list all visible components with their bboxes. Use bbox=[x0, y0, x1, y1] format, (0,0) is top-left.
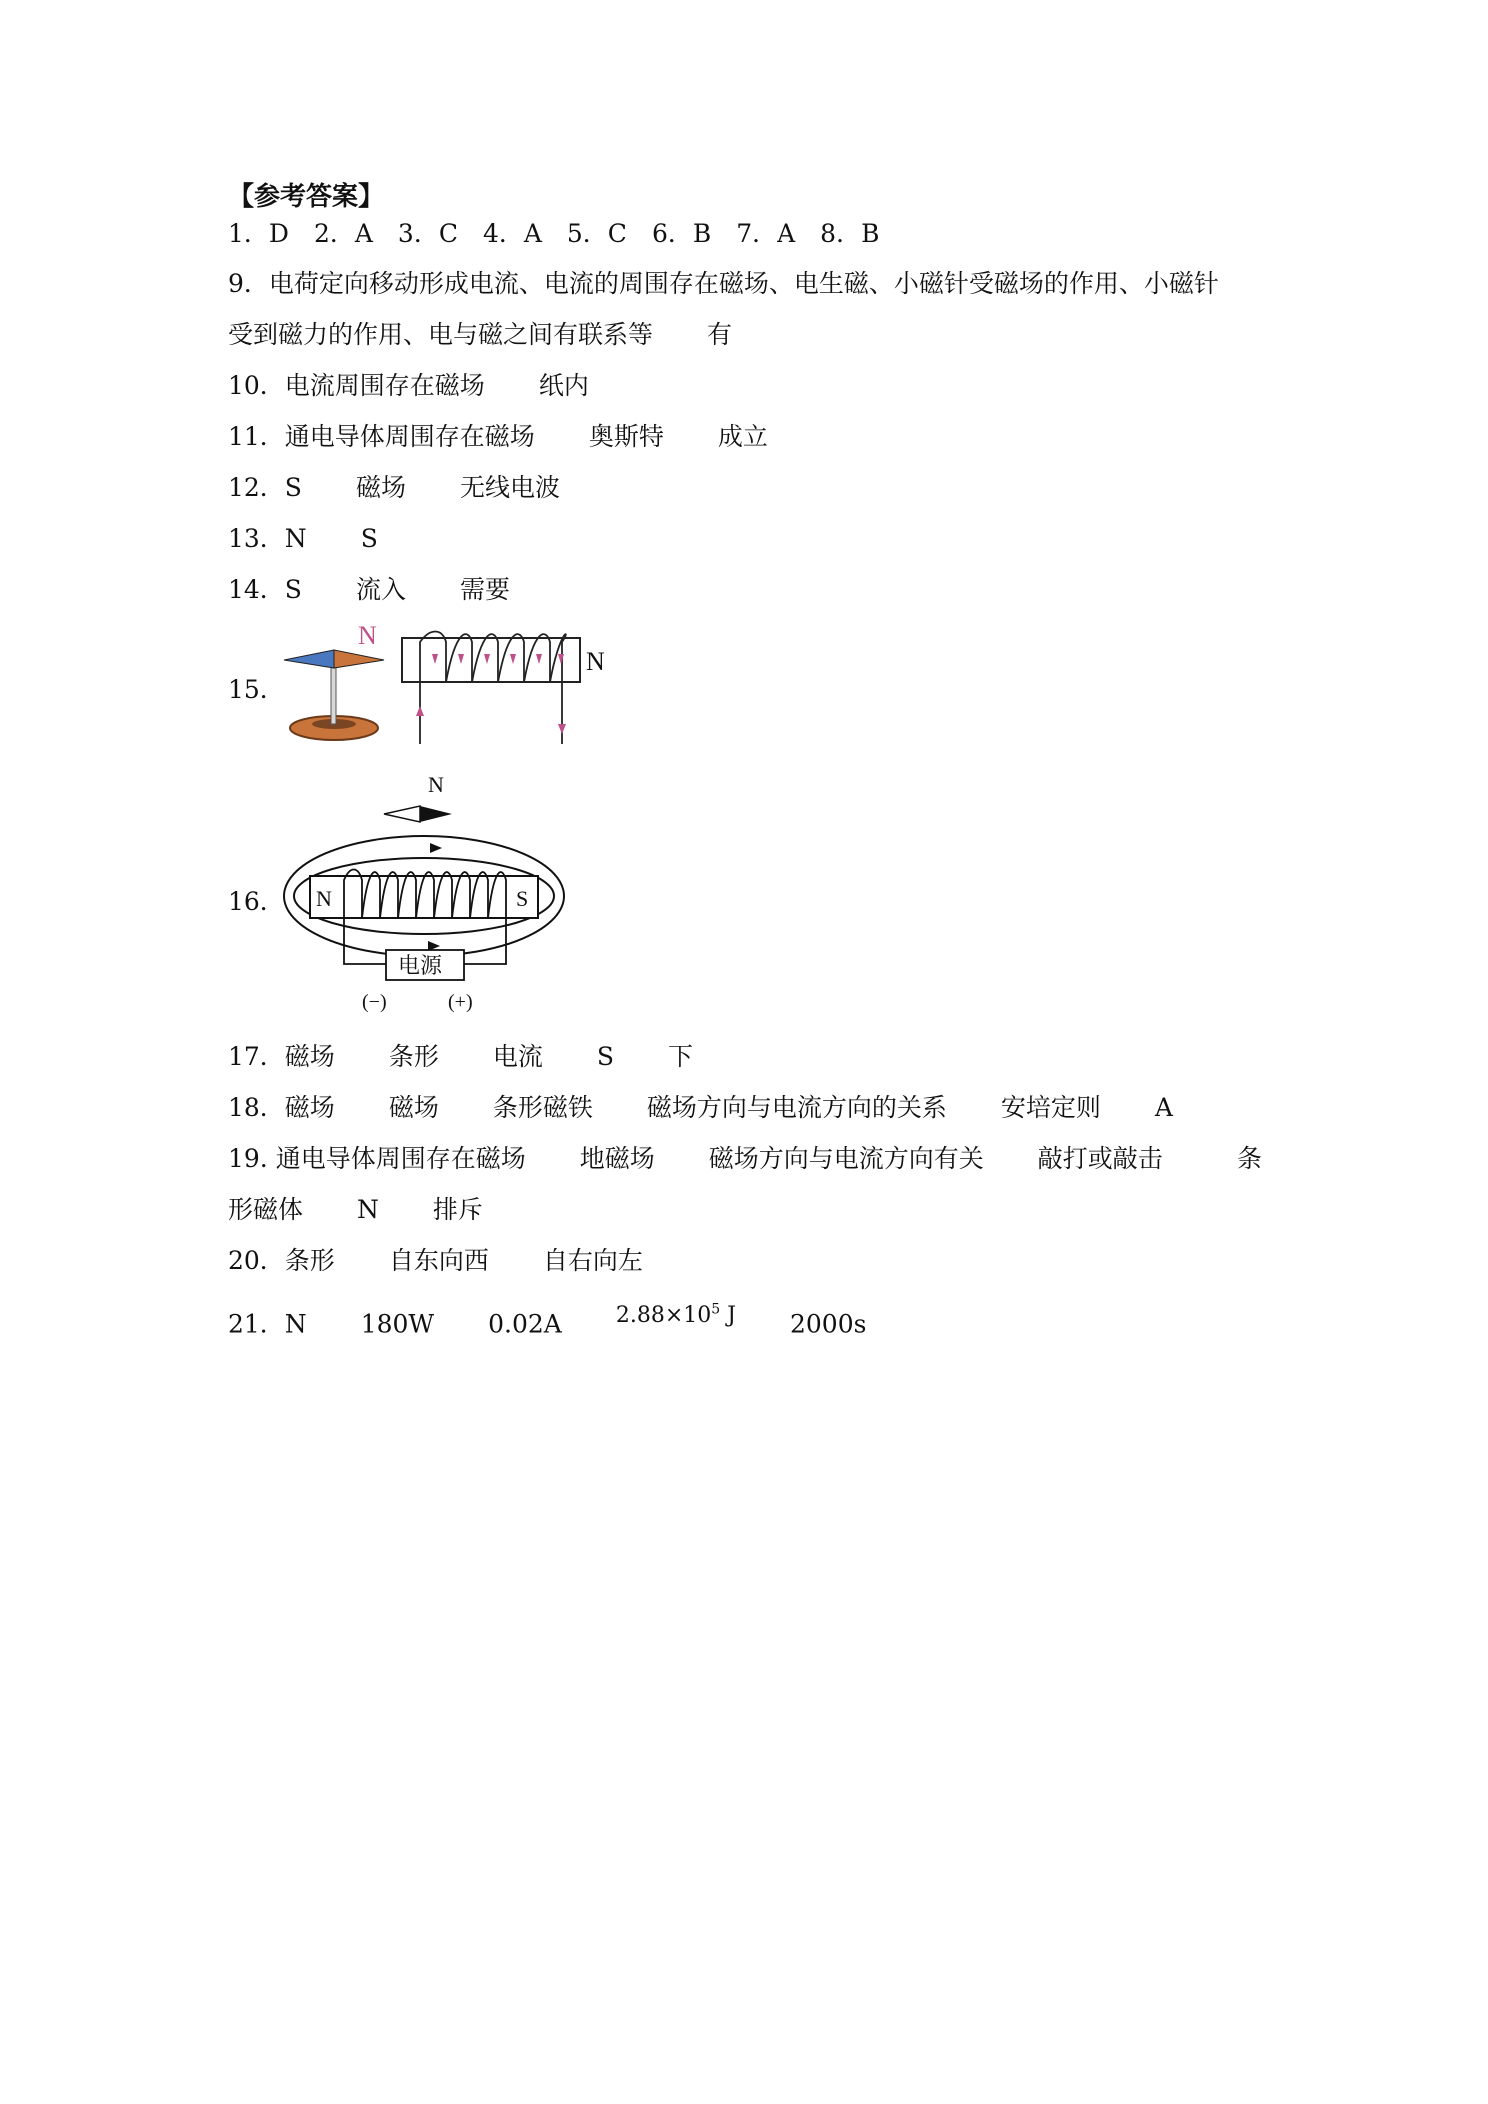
power-source-label: 电源 bbox=[398, 954, 443, 979]
answer-21 bbox=[228, 1303, 866, 1343]
answer-part: 安培定则 bbox=[1000, 1093, 1101, 1122]
solenoid-core bbox=[402, 638, 580, 682]
answer-part: 磁场方向与电流方向的关系 bbox=[646, 1093, 947, 1122]
answer-part: 0.02A bbox=[488, 1309, 562, 1339]
answer-9-line1: 9．电荷定向移动形成电流、电流的周围存在磁场、电生磁、小磁针受磁场的作用、小磁针 bbox=[228, 269, 1219, 298]
solenoid-field-diagram bbox=[280, 768, 580, 1022]
compass-stand bbox=[331, 660, 336, 724]
heading: 【参考答案】 bbox=[228, 182, 385, 212]
answer-part: 敲打或敲击 bbox=[1037, 1144, 1163, 1173]
answer-part: 13．N bbox=[228, 524, 307, 553]
wire-in-arrow bbox=[416, 706, 424, 716]
answer-18 bbox=[228, 1091, 1173, 1125]
answer-part: 20．条形 bbox=[228, 1246, 335, 1275]
answer-part: 需要 bbox=[459, 575, 510, 604]
compass-n-label: N bbox=[428, 772, 444, 797]
answer-19-line2 bbox=[228, 1193, 483, 1227]
needle-south-half bbox=[284, 650, 334, 668]
answer-part: 纸内 bbox=[538, 371, 589, 400]
answer-part: 地磁场 bbox=[579, 1144, 655, 1173]
energy-value: $2.88\times 10^5$ J bbox=[615, 1302, 736, 1329]
answer-15-number: 15． bbox=[228, 675, 285, 704]
needle-n-label: N bbox=[358, 621, 377, 650]
wire-out-arrow bbox=[558, 724, 566, 734]
answer-17 bbox=[228, 1040, 693, 1074]
answer-9-line2 bbox=[228, 318, 732, 352]
answer-part: 自东向西 bbox=[388, 1246, 489, 1275]
answer-part: 条形磁铁 bbox=[492, 1093, 593, 1122]
answer-part: 磁场 bbox=[355, 473, 406, 502]
answer-part: N bbox=[357, 1195, 379, 1224]
answer-part: 11．通电导体周围存在磁场 bbox=[228, 422, 535, 451]
needle-north-half bbox=[334, 650, 384, 668]
answer-20 bbox=[228, 1244, 643, 1278]
field-arrow-top bbox=[430, 843, 442, 853]
answer-part: 21．N bbox=[228, 1309, 307, 1339]
answer-part: 磁场方向与电流方向有关 bbox=[708, 1144, 984, 1173]
answer-9-part: 受到磁力的作用、电与磁之间有联系等 bbox=[228, 320, 654, 349]
answer-part: 奥斯特 bbox=[588, 422, 664, 451]
answer-part: 180W bbox=[360, 1309, 435, 1339]
answer-part: 自右向左 bbox=[542, 1246, 643, 1275]
answer-part: 条形 bbox=[388, 1042, 439, 1071]
minus-terminal-label: (−) bbox=[362, 991, 387, 1013]
compass-needle-tail bbox=[384, 806, 420, 822]
answer-16-number: 16． bbox=[228, 887, 285, 916]
answer-part: 磁场 bbox=[388, 1093, 439, 1122]
plus-terminal-label: (+) bbox=[448, 991, 473, 1013]
answer-part: 17．磁场 bbox=[228, 1042, 335, 1071]
answer-14 bbox=[228, 573, 510, 607]
answer-part: 19. 通电导体周围存在磁场 bbox=[228, 1144, 526, 1173]
answer-13 bbox=[228, 522, 378, 556]
answer-part: S bbox=[360, 524, 378, 553]
answer-10 bbox=[228, 369, 589, 403]
answer-19-line1 bbox=[228, 1142, 1262, 1176]
answer-part: 流入 bbox=[355, 575, 406, 604]
answer-part: 成立 bbox=[717, 422, 768, 451]
answer-part: 2000s bbox=[789, 1309, 867, 1339]
answer-part: 12．S bbox=[228, 473, 302, 502]
answer-part: 条 bbox=[1236, 1144, 1262, 1173]
answer-part: 无线电波 bbox=[459, 473, 560, 502]
answer-part: 18．磁场 bbox=[228, 1093, 335, 1122]
answer-part: 14．S bbox=[228, 575, 302, 604]
answer-9-part: 有 bbox=[707, 320, 733, 349]
answer-part: 10．电流周围存在磁场 bbox=[228, 371, 485, 400]
answer-11 bbox=[228, 420, 768, 454]
answer-part: A bbox=[1154, 1093, 1173, 1122]
left-pole-label: N bbox=[316, 886, 332, 911]
answer-part: 排斥 bbox=[432, 1195, 483, 1224]
answer-part: S bbox=[596, 1042, 614, 1071]
answer-12 bbox=[228, 471, 560, 505]
wire-left bbox=[344, 928, 386, 964]
right-pole-label: S bbox=[516, 886, 529, 911]
compass-solenoid-diagram bbox=[270, 620, 640, 750]
answers-1-8: 1．D 2．A 3．C 4．A 5．C 6．B 7．A 8．B bbox=[228, 219, 880, 248]
answer-part: 电流 bbox=[492, 1042, 543, 1071]
answer-part: 下 bbox=[667, 1042, 693, 1071]
answer-part: 形磁体 bbox=[228, 1195, 304, 1224]
solenoid-n-label: N bbox=[586, 647, 605, 676]
compass-needle-head bbox=[420, 806, 452, 822]
